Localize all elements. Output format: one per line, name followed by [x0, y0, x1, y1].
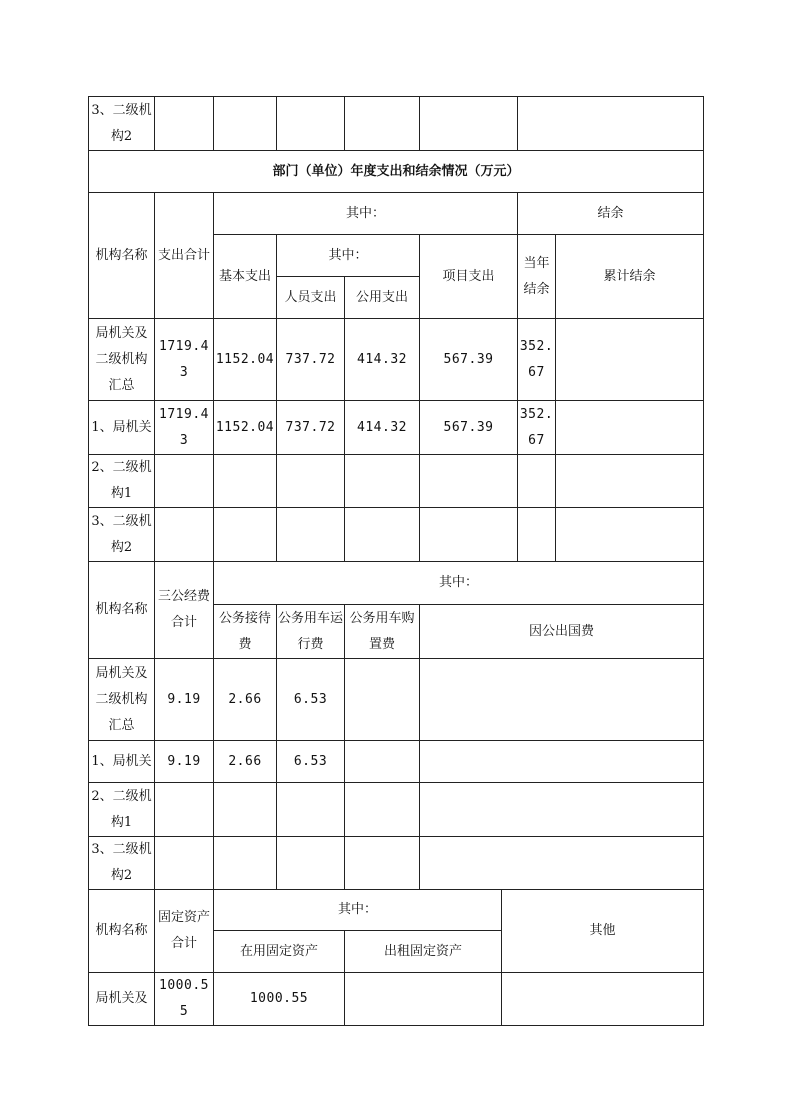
- header-current-year-balance: 当年结余: [518, 235, 556, 319]
- total-cell: 9.19: [155, 741, 214, 783]
- table-row: [89, 783, 704, 837]
- basic-cell: 1152.04: [214, 319, 277, 401]
- table-row: [89, 319, 704, 401]
- vehicle-operation-cell: 6.53: [277, 659, 345, 741]
- header-in-use-assets: 在用固定资产: [214, 931, 345, 973]
- org-name-cell: 2、二级机构1: [89, 783, 155, 837]
- reception-cell: [214, 783, 277, 837]
- project-cell: [420, 508, 518, 562]
- total-cell: 1719.43: [155, 401, 214, 455]
- reception-cell: [214, 837, 277, 890]
- total-cell: [155, 837, 214, 890]
- overseas-travel-cell: [420, 783, 704, 837]
- other-cell: [502, 973, 704, 1026]
- current-balance-cell: [518, 455, 556, 508]
- header-org-name: 机构名称: [89, 193, 155, 319]
- public-cell: [345, 508, 420, 562]
- total-cell: 9.19: [155, 659, 214, 741]
- org-name-cell: 3、二级机构2: [89, 837, 155, 890]
- table-row: [89, 97, 704, 151]
- header-expenditure-total: 支出合计: [155, 193, 214, 319]
- header-project-expenditure: 项目支出: [420, 235, 518, 319]
- reception-cell: 2.66: [214, 741, 277, 783]
- personnel-cell: 737.72: [277, 401, 345, 455]
- org-name-cell: 局机关及二级机构汇总: [89, 659, 155, 741]
- vehicle-purchase-cell: [345, 837, 420, 890]
- header-of-which-inner: 其中：: [277, 235, 420, 277]
- header-vehicle-purchase: 公务用车购置费: [345, 605, 420, 659]
- table-row: [89, 401, 704, 455]
- header-other: 其他: [502, 890, 704, 973]
- header-org-name: 机构名称: [89, 562, 155, 659]
- section-title: 部门（单位）年度支出和结余情况（万元）: [89, 151, 704, 193]
- org-name-cell: 1、局机关: [89, 741, 155, 783]
- header-personnel-expenditure: 人员支出: [277, 277, 345, 319]
- reception-cell: 2.66: [214, 659, 277, 741]
- empty-cell: [345, 97, 420, 151]
- overseas-travel-cell: [420, 741, 704, 783]
- empty-cell: [518, 97, 704, 151]
- header-vehicle-operation: 公务用车运行费: [277, 605, 345, 659]
- project-cell: [420, 455, 518, 508]
- vehicle-operation-cell: [277, 783, 345, 837]
- personnel-cell: 737.72: [277, 319, 345, 401]
- total-cell: 1719.43: [155, 319, 214, 401]
- current-balance-cell: 352.67: [518, 401, 556, 455]
- header-leased-assets: 出租固定资产: [345, 931, 502, 973]
- section-title-row: [89, 151, 704, 193]
- org-name-cell: 2、二级机构1: [89, 455, 155, 508]
- table-row: [89, 659, 704, 741]
- table-row: [89, 455, 704, 508]
- org-name-cell: 3、二级机构2: [89, 508, 155, 562]
- report-table: [88, 96, 704, 1026]
- header-row: [89, 890, 704, 931]
- header-cumulative-balance: 累计结余: [556, 235, 704, 319]
- basic-cell: [214, 508, 277, 562]
- cumulative-balance-cell: [556, 455, 704, 508]
- total-cell: 1000.55: [155, 973, 214, 1026]
- basic-cell: 1152.04: [214, 401, 277, 455]
- total-cell: [155, 455, 214, 508]
- table-row: [89, 508, 704, 562]
- header-of-which: 其中：: [214, 562, 704, 605]
- table-row: [89, 973, 704, 1026]
- cumulative-balance-cell: [556, 401, 704, 455]
- overseas-travel-cell: [420, 659, 704, 741]
- empty-cell: [155, 97, 214, 151]
- personnel-cell: [277, 508, 345, 562]
- current-balance-cell: 352.67: [518, 319, 556, 401]
- table-row: [89, 837, 704, 890]
- report-table-container: [88, 96, 704, 1026]
- org-name-cell: 3、二级机构2: [89, 97, 155, 151]
- org-name-cell: 局机关及二级机构汇总: [89, 319, 155, 401]
- project-cell: 567.39: [420, 319, 518, 401]
- vehicle-operation-cell: 6.53: [277, 741, 345, 783]
- personnel-cell: [277, 455, 345, 508]
- total-cell: [155, 508, 214, 562]
- table-row: [89, 741, 704, 783]
- header-reception: 公务接待费: [214, 605, 277, 659]
- current-balance-cell: [518, 508, 556, 562]
- vehicle-purchase-cell: [345, 783, 420, 837]
- project-cell: 567.39: [420, 401, 518, 455]
- header-fixed-assets-total: 固定资产合计: [155, 890, 214, 973]
- org-name-cell: 局机关及: [89, 973, 155, 1026]
- header-of-which: 其中：: [214, 890, 502, 931]
- header-overseas-travel: 因公出国费: [420, 605, 704, 659]
- public-cell: 414.32: [345, 319, 420, 401]
- basic-cell: [214, 455, 277, 508]
- header-three-public-total: 三公经费合计: [155, 562, 214, 659]
- empty-cell: [420, 97, 518, 151]
- cumulative-balance-cell: [556, 319, 704, 401]
- header-public-expenditure: 公用支出: [345, 277, 420, 319]
- header-row: [89, 562, 704, 605]
- public-cell: 414.32: [345, 401, 420, 455]
- org-name-cell: 1、局机关: [89, 401, 155, 455]
- vehicle-purchase-cell: [345, 741, 420, 783]
- overseas-travel-cell: [420, 837, 704, 890]
- public-cell: [345, 455, 420, 508]
- header-org-name: 机构名称: [89, 890, 155, 973]
- header-balance: 结余: [518, 193, 704, 235]
- vehicle-purchase-cell: [345, 659, 420, 741]
- leased-assets-cell: [345, 973, 502, 1026]
- empty-cell: [277, 97, 345, 151]
- header-basic-expenditure: 基本支出: [214, 235, 277, 319]
- total-cell: [155, 783, 214, 837]
- cumulative-balance-cell: [556, 508, 704, 562]
- in-use-assets-cell: 1000.55: [214, 973, 345, 1026]
- empty-cell: [214, 97, 277, 151]
- header-of-which: 其中：: [214, 193, 518, 235]
- header-row: [89, 193, 704, 235]
- vehicle-operation-cell: [277, 837, 345, 890]
